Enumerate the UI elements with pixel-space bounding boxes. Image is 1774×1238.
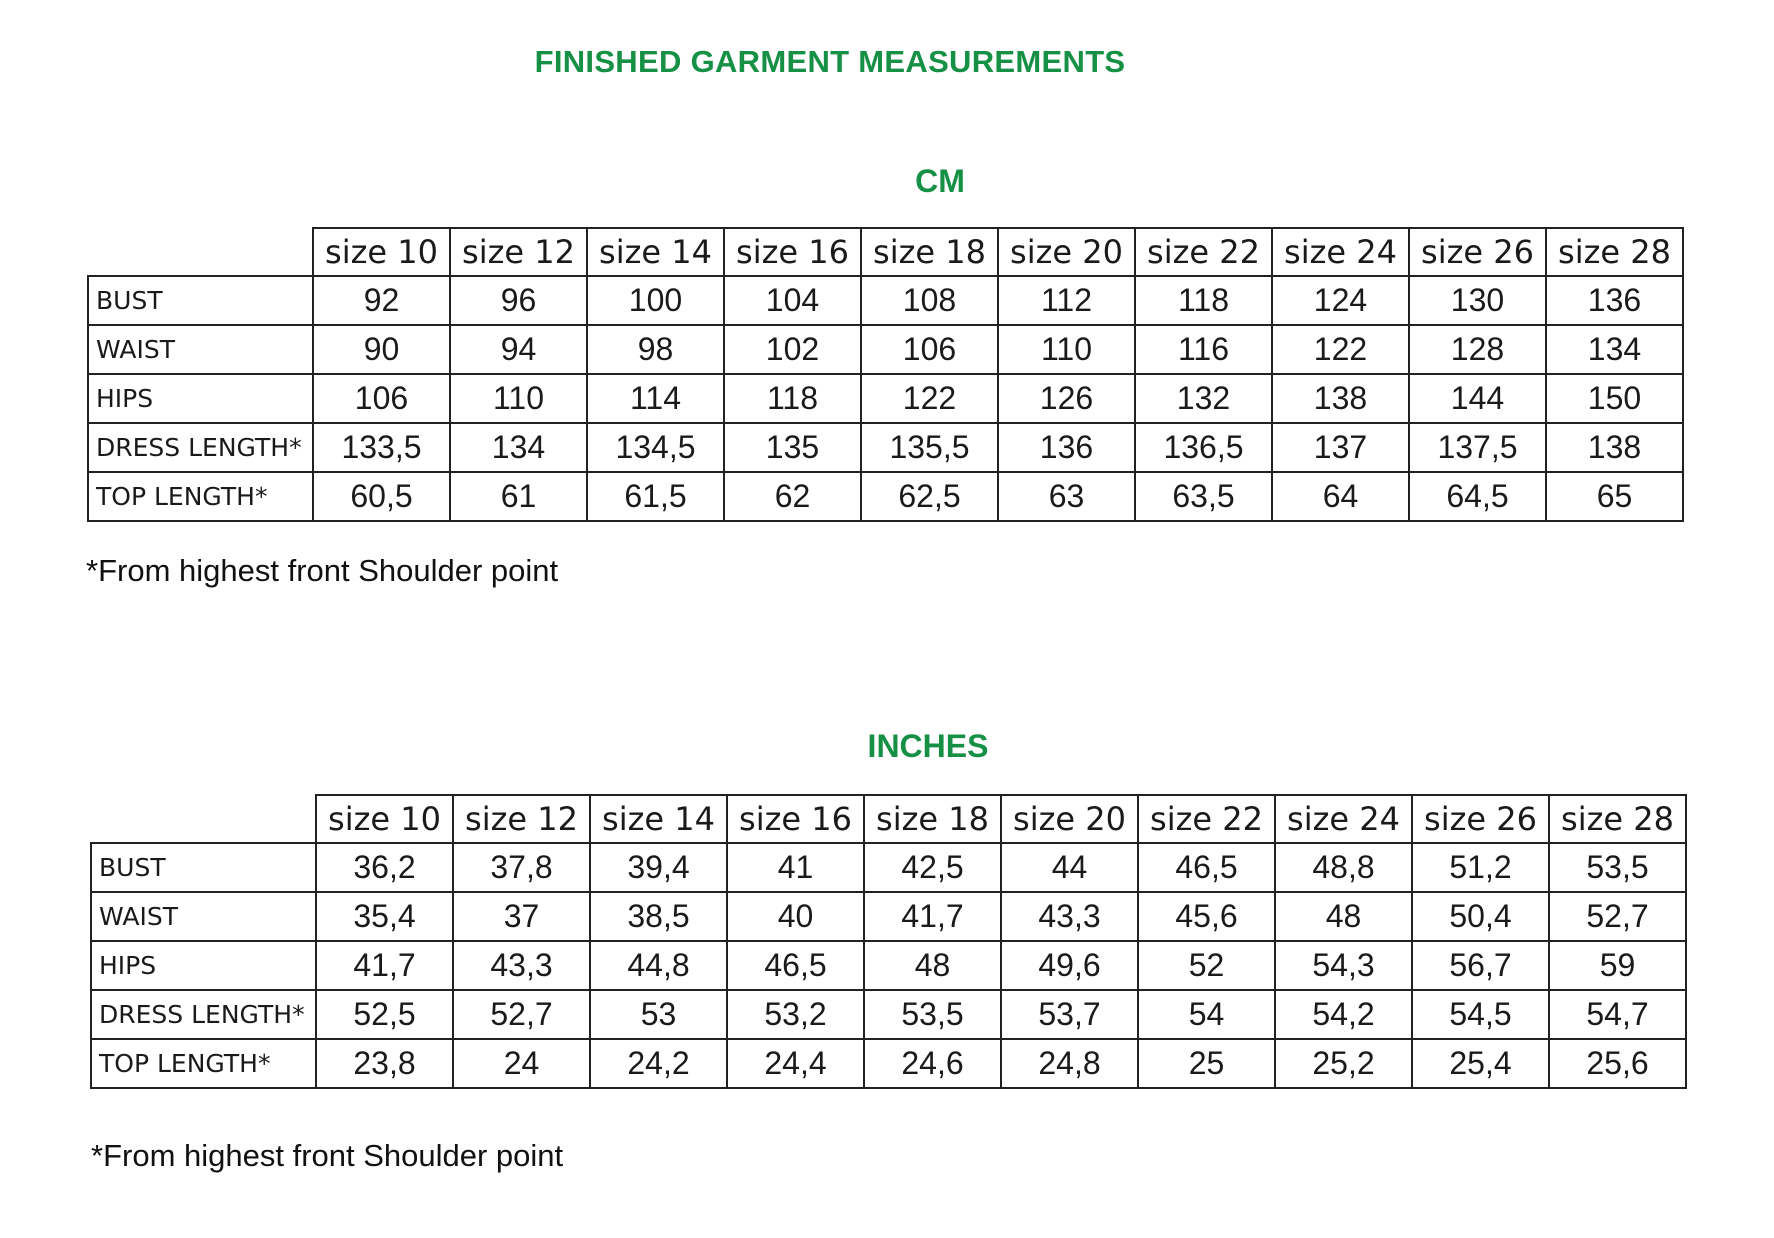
table-cell: 116 [1135, 325, 1272, 374]
size-header: size 28 [1546, 228, 1683, 276]
table-cell: 144 [1409, 374, 1546, 423]
table-cell: 106 [313, 374, 450, 423]
table-cell: 25,6 [1549, 1039, 1686, 1088]
row-label: TOP LENGTH* [88, 472, 313, 521]
row-label: DRESS LENGTH* [88, 423, 313, 472]
table-row [91, 941, 1686, 990]
table-row [88, 325, 1683, 374]
table-row [91, 843, 1686, 892]
table-cell: 46,5 [1138, 843, 1275, 892]
row-label: WAIST [88, 325, 313, 374]
header-corner-cell [88, 228, 313, 276]
table-cell: 54,2 [1275, 990, 1412, 1039]
table-cell: 24,4 [727, 1039, 864, 1088]
table-cell: 25 [1138, 1039, 1275, 1088]
table-cell: 135 [724, 423, 861, 472]
size-header: size 10 [316, 795, 453, 843]
table-cell: 25,4 [1412, 1039, 1549, 1088]
size-header: size 26 [1409, 228, 1546, 276]
table-cell: 48 [864, 941, 1001, 990]
row-label: TOP LENGTH* [91, 1039, 316, 1088]
size-header: size 20 [1001, 795, 1138, 843]
table-cell: 53,5 [864, 990, 1001, 1039]
table-cell: 39,4 [590, 843, 727, 892]
size-header: size 14 [587, 228, 724, 276]
table-cell: 137,5 [1409, 423, 1546, 472]
table-cell: 37,8 [453, 843, 590, 892]
table-cell: 64,5 [1409, 472, 1546, 521]
table-cell: 134 [1546, 325, 1683, 374]
table-cell: 61,5 [587, 472, 724, 521]
table-cell: 24,2 [590, 1039, 727, 1088]
table-cell: 150 [1546, 374, 1683, 423]
size-header: size 12 [453, 795, 590, 843]
table-cell: 63 [998, 472, 1135, 521]
table-cell: 43,3 [1001, 892, 1138, 941]
size-header: size 24 [1272, 228, 1409, 276]
table-cell: 37 [453, 892, 590, 941]
table-cell: 24,6 [864, 1039, 1001, 1088]
table-cell: 23,8 [316, 1039, 453, 1088]
table-cell: 122 [861, 374, 998, 423]
cm-section-title: CM [915, 163, 965, 199]
table-cell: 65 [1546, 472, 1683, 521]
size-header: size 12 [450, 228, 587, 276]
table-cell: 106 [861, 325, 998, 374]
table-cell: 136,5 [1135, 423, 1272, 472]
table-cell: 50,4 [1412, 892, 1549, 941]
table-cell: 51,2 [1412, 843, 1549, 892]
header-corner-cell [91, 795, 316, 843]
table-cell: 138 [1546, 423, 1683, 472]
cm-footnote: *From highest front Shoulder point [86, 553, 559, 588]
table-cell: 52,7 [453, 990, 590, 1039]
table-cell: 48,8 [1275, 843, 1412, 892]
size-header: size 16 [724, 228, 861, 276]
size-header: size 20 [998, 228, 1135, 276]
table-cell: 41,7 [864, 892, 1001, 941]
table-row [91, 892, 1686, 941]
table-cell: 135,5 [861, 423, 998, 472]
table-cell: 54,5 [1412, 990, 1549, 1039]
table-cell: 53,7 [1001, 990, 1138, 1039]
size-header: size 28 [1549, 795, 1686, 843]
table-cell: 118 [724, 374, 861, 423]
table-cell: 104 [724, 276, 861, 325]
table-cell: 46,5 [727, 941, 864, 990]
table-row [88, 472, 1683, 521]
inches-section-title: INCHES [867, 728, 989, 764]
table-cell: 52,5 [316, 990, 453, 1039]
size-header: size 18 [864, 795, 1001, 843]
table-cell: 45,6 [1138, 892, 1275, 941]
row-label: DRESS LENGTH* [91, 990, 316, 1039]
row-label: BUST [88, 276, 313, 325]
table-cell: 133,5 [313, 423, 450, 472]
table-cell: 44,8 [590, 941, 727, 990]
table-cell: 132 [1135, 374, 1272, 423]
table-cell: 36,2 [316, 843, 453, 892]
table-cell: 24 [453, 1039, 590, 1088]
table-cell: 25,2 [1275, 1039, 1412, 1088]
table-cell: 48 [1275, 892, 1412, 941]
table-cell: 96 [450, 276, 587, 325]
table-cell: 108 [861, 276, 998, 325]
table-cell: 62 [724, 472, 861, 521]
table-cell: 122 [1272, 325, 1409, 374]
table-cell: 54,3 [1275, 941, 1412, 990]
table-cell: 53,2 [727, 990, 864, 1039]
table-cell: 124 [1272, 276, 1409, 325]
row-label: BUST [91, 843, 316, 892]
table-cell: 41 [727, 843, 864, 892]
table-cell: 53,5 [1549, 843, 1686, 892]
table-cell: 49,6 [1001, 941, 1138, 990]
table-cell: 52 [1138, 941, 1275, 990]
size-header: size 10 [313, 228, 450, 276]
row-label: HIPS [88, 374, 313, 423]
table-cell: 100 [587, 276, 724, 325]
table-cell: 54,7 [1549, 990, 1686, 1039]
table-cell: 114 [587, 374, 724, 423]
table-cell: 44 [1001, 843, 1138, 892]
size-header: size 14 [590, 795, 727, 843]
table-cell: 42,5 [864, 843, 1001, 892]
table-cell: 102 [724, 325, 861, 374]
size-header: size 26 [1412, 795, 1549, 843]
table-cell: 63,5 [1135, 472, 1272, 521]
table-cell: 126 [998, 374, 1135, 423]
table-cell: 59 [1549, 941, 1686, 990]
row-label: HIPS [91, 941, 316, 990]
table-cell: 38,5 [590, 892, 727, 941]
table-cell: 134 [450, 423, 587, 472]
cm-measurements-table [87, 227, 1684, 522]
table-cell: 136 [998, 423, 1135, 472]
table-row [88, 423, 1683, 472]
table-cell: 92 [313, 276, 450, 325]
size-header: size 22 [1138, 795, 1275, 843]
table-cell: 62,5 [861, 472, 998, 521]
table-cell: 35,4 [316, 892, 453, 941]
size-header-row [88, 228, 1683, 276]
table-cell: 110 [998, 325, 1135, 374]
table-cell: 64 [1272, 472, 1409, 521]
table-cell: 60,5 [313, 472, 450, 521]
table-cell: 41,7 [316, 941, 453, 990]
table-cell: 134,5 [587, 423, 724, 472]
table-cell: 90 [313, 325, 450, 374]
inches-measurements-table [90, 794, 1687, 1089]
table-cell: 130 [1409, 276, 1546, 325]
table-cell: 40 [727, 892, 864, 941]
table-row [91, 990, 1686, 1039]
table-row [88, 374, 1683, 423]
table-cell: 136 [1546, 276, 1683, 325]
table-cell: 61 [450, 472, 587, 521]
size-header: size 24 [1275, 795, 1412, 843]
table-cell: 98 [587, 325, 724, 374]
table-cell: 138 [1272, 374, 1409, 423]
size-header: size 16 [727, 795, 864, 843]
size-header-row [91, 795, 1686, 843]
inches-footnote: *From highest front Shoulder point [91, 1138, 564, 1173]
table-cell: 52,7 [1549, 892, 1686, 941]
table-row [88, 276, 1683, 325]
table-cell: 94 [450, 325, 587, 374]
table-cell: 118 [1135, 276, 1272, 325]
table-cell: 56,7 [1412, 941, 1549, 990]
size-header: size 22 [1135, 228, 1272, 276]
table-cell: 112 [998, 276, 1135, 325]
table-cell: 43,3 [453, 941, 590, 990]
table-row [91, 1039, 1686, 1088]
table-cell: 128 [1409, 325, 1546, 374]
table-cell: 137 [1272, 423, 1409, 472]
table-cell: 53 [590, 990, 727, 1039]
table-cell: 54 [1138, 990, 1275, 1039]
row-label: WAIST [91, 892, 316, 941]
page-title: FINISHED GARMENT MEASUREMENTS [534, 44, 1126, 79]
size-header: size 18 [861, 228, 998, 276]
table-cell: 24,8 [1001, 1039, 1138, 1088]
table-cell: 110 [450, 374, 587, 423]
